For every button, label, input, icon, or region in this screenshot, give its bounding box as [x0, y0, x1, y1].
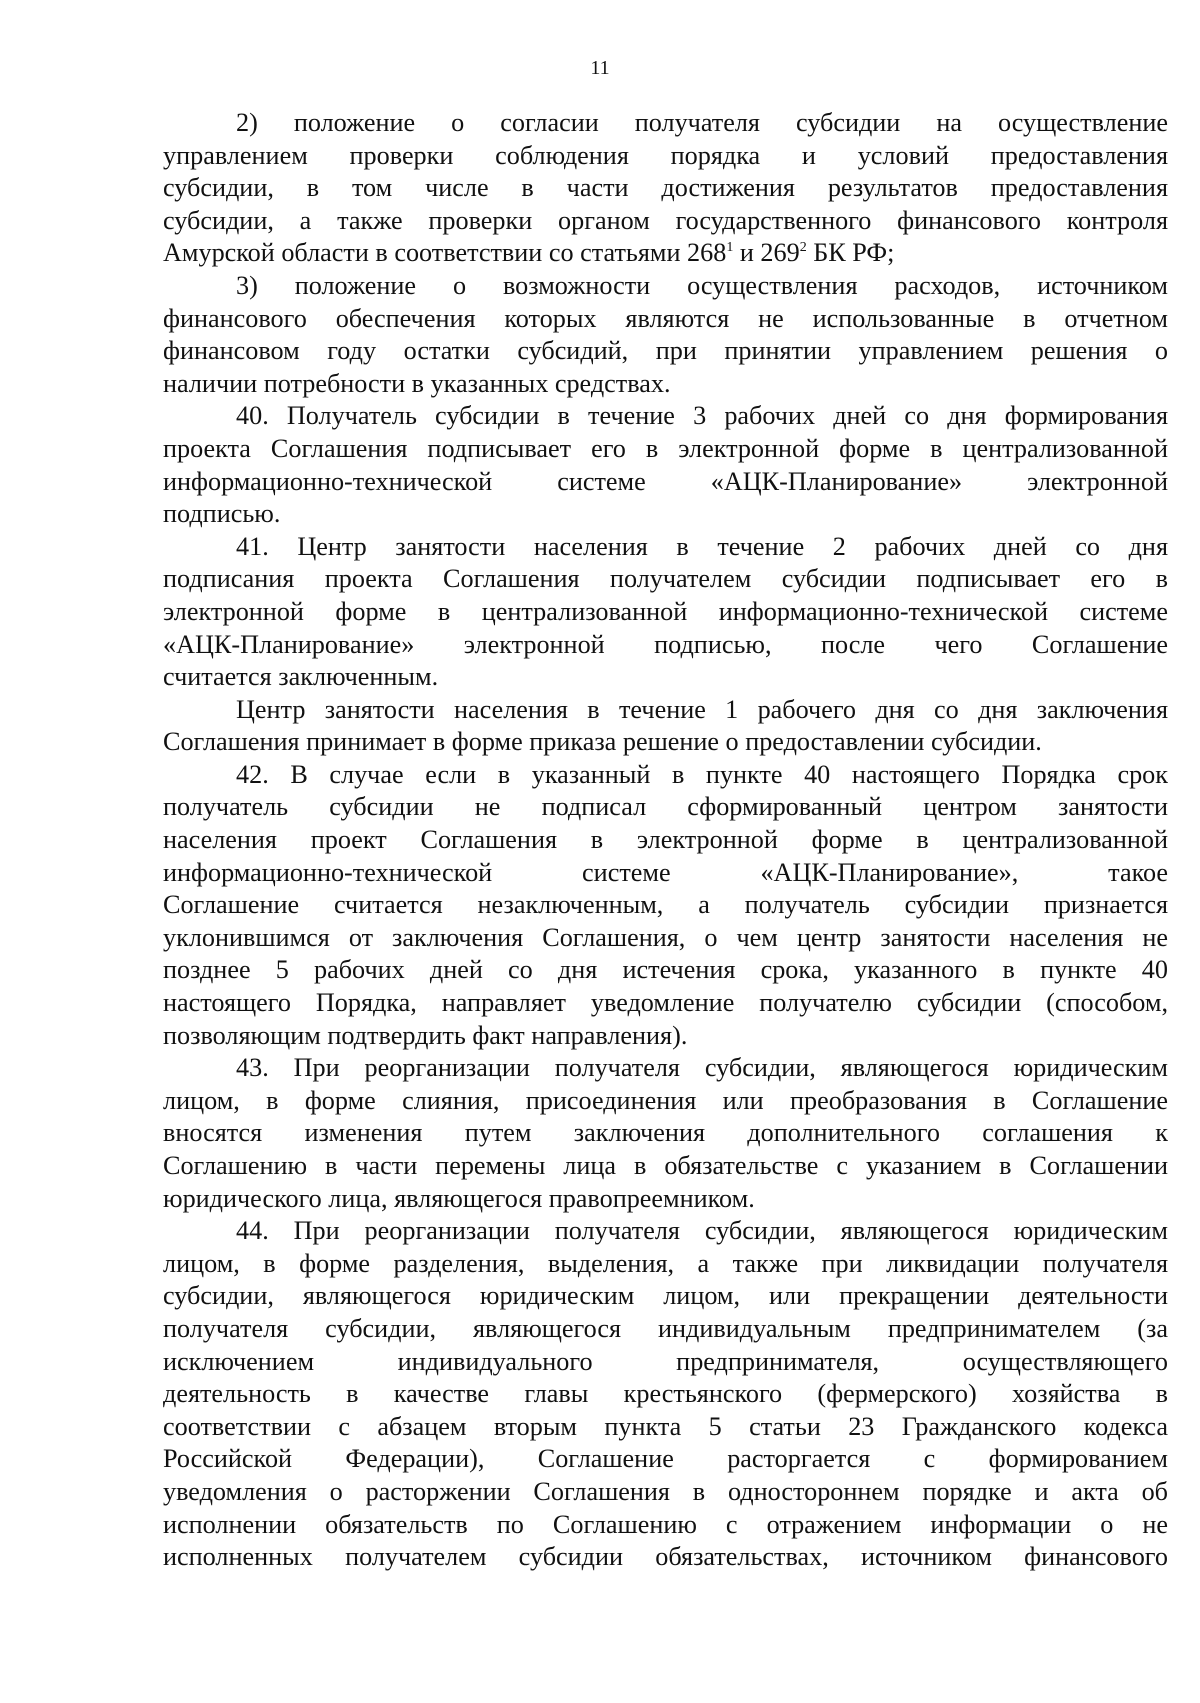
paragraph-item-3 — [163, 270, 1168, 400]
paragraph-41 — [163, 531, 1168, 694]
text-line: Центр занятости населения в течение 1 рабочего дня со дня заключения — [236, 694, 1168, 724]
text-line: 40. Получатель субсидии в течение 3 рабочих дней со дня формирования — [236, 401, 1168, 431]
paragraph-item-2 — [163, 107, 1168, 270]
text-line: уведомления о расторжении Соглашения в одностороннем порядке и акта об — [163, 1476, 1168, 1506]
text-line: лицом, в форме разделения, выделения, а также при ликвидации получателя — [163, 1248, 1168, 1278]
text-line: юридического лица, являющегося правопреемником. — [163, 1183, 755, 1213]
text-line: уклонившимся от заключения Соглашения, о чем центр занятости населения не — [163, 922, 1168, 952]
text-line: получателя субсидии, являющегося индивидуальным предпринимателем (за — [163, 1313, 1168, 1343]
text-line: лицом, в форме слияния, присоединения или преобразования в Соглашение — [163, 1085, 1168, 1115]
text-line: 2) положение о согласии получателя субсидии на осуществление — [236, 108, 1168, 137]
text-line: субсидии, а также проверки органом государственного финансового контроля — [163, 205, 1168, 235]
text-line: Соглашение считается незаключенным, а получатель субсидии признается — [163, 890, 1168, 920]
text-line: настоящего Порядка, направляет уведомление получателю субсидии (способом, — [163, 988, 1168, 1018]
text-fragment: и 269 — [733, 238, 800, 268]
text-line: подписью. — [163, 499, 281, 529]
text-fragment: Амурской области в соответствии со статьями 268 — [163, 238, 727, 268]
document-body — [163, 107, 1168, 1574]
text-line: позволяющим подтвердить факт направления). — [163, 1020, 688, 1050]
text-line: Российской Федерации), Соглашение расторгается с формированием — [163, 1444, 1168, 1474]
text-line: наличии потребности в указанных средствах. — [163, 368, 671, 398]
text-line: 42. В случае если в указанный в пункте 40 настоящего Порядка срок — [236, 759, 1168, 789]
text-line: исполненных получателем субсидии обязательствах, источником финансового — [163, 1542, 1168, 1572]
text-line: финансовом году остатки субсидий, при принятии управлением решения о — [163, 336, 1168, 366]
superscript: 1 — [726, 240, 734, 256]
text-line: «АЦК-Планирование» электронной подписью, после чего Соглашение — [163, 629, 1168, 659]
text-line: получатель субсидии не подписал сформированный центром занятости — [163, 792, 1168, 822]
superscript: 2 — [799, 240, 807, 256]
text-line: позднее 5 рабочих дней со дня истечения срока, указанного в пункте 40 — [163, 955, 1168, 985]
text-line: 43. При реорганизации получателя субсидии, являющегося юридическим — [236, 1053, 1168, 1083]
text-line: субсидии, являющегося юридическим лицом, или прекращении деятельности — [163, 1281, 1168, 1311]
text-line: 41. Центр занятости населения в течение 2 рабочих дней со дня — [236, 531, 1168, 561]
paragraph-43 — [163, 1052, 1168, 1215]
page-number: 11 — [590, 57, 610, 79]
text-line: электронной форме в централизованной информационно-технической системе — [163, 596, 1168, 626]
text-line: 44. При реорганизации получателя субсидии, являющегося юридическим — [236, 1216, 1168, 1246]
paragraph-42 — [163, 759, 1168, 1052]
text-line: деятельность в качестве главы крестьянского (фермерского) хозяйства в — [163, 1379, 1168, 1409]
text-line: вносятся изменения путем заключения дополнительного соглашения к — [163, 1118, 1168, 1148]
text-line: исключением индивидуального предпринимателя, осуществляющего — [163, 1346, 1168, 1376]
text-line: субсидии, в том числе в части достижения результатов предоставления — [163, 173, 1168, 203]
text-line: информационно-технической системе «АЦК-Планирование» электронной — [163, 466, 1168, 496]
text-line — [163, 237, 1168, 270]
text-line: информационно-технической системе «АЦК-Планирование», такое — [163, 857, 1168, 887]
paragraph-44 — [163, 1215, 1168, 1574]
paragraph-40 — [163, 400, 1168, 530]
text-line: населения проект Соглашения в электронной форме в централизованной — [163, 825, 1168, 855]
text-line: подписания проекта Соглашения получателем субсидии подписывает его в — [163, 564, 1168, 594]
paragraph-41-continuation — [163, 694, 1168, 759]
text-line: соответствии с абзацем вторым пункта 5 статьи 23 Гражданского кодекса — [163, 1411, 1168, 1441]
text-line: Соглашения принимает в форме приказа решение о предоставлении субсидии. — [163, 727, 1042, 757]
text-line: Соглашению в части перемены лица в обязательстве с указанием в Соглашении — [163, 1151, 1168, 1180]
text-line: считается заключенным. — [163, 662, 439, 692]
text-line: 3) положение о возможности осуществления расходов, источником — [236, 270, 1168, 300]
text-line: управлением проверки соблюдения порядка и условий предоставления — [163, 140, 1168, 170]
text-fragment: БК РФ; — [806, 238, 895, 268]
text-line: финансового обеспечения которых являются не использованные в отчетном — [163, 303, 1168, 333]
text-line: исполнении обязательств по Соглашению с отражением информации о не — [163, 1509, 1168, 1539]
text-line: проекта Соглашения подписывает его в электронной форме в централизованной — [163, 433, 1168, 463]
